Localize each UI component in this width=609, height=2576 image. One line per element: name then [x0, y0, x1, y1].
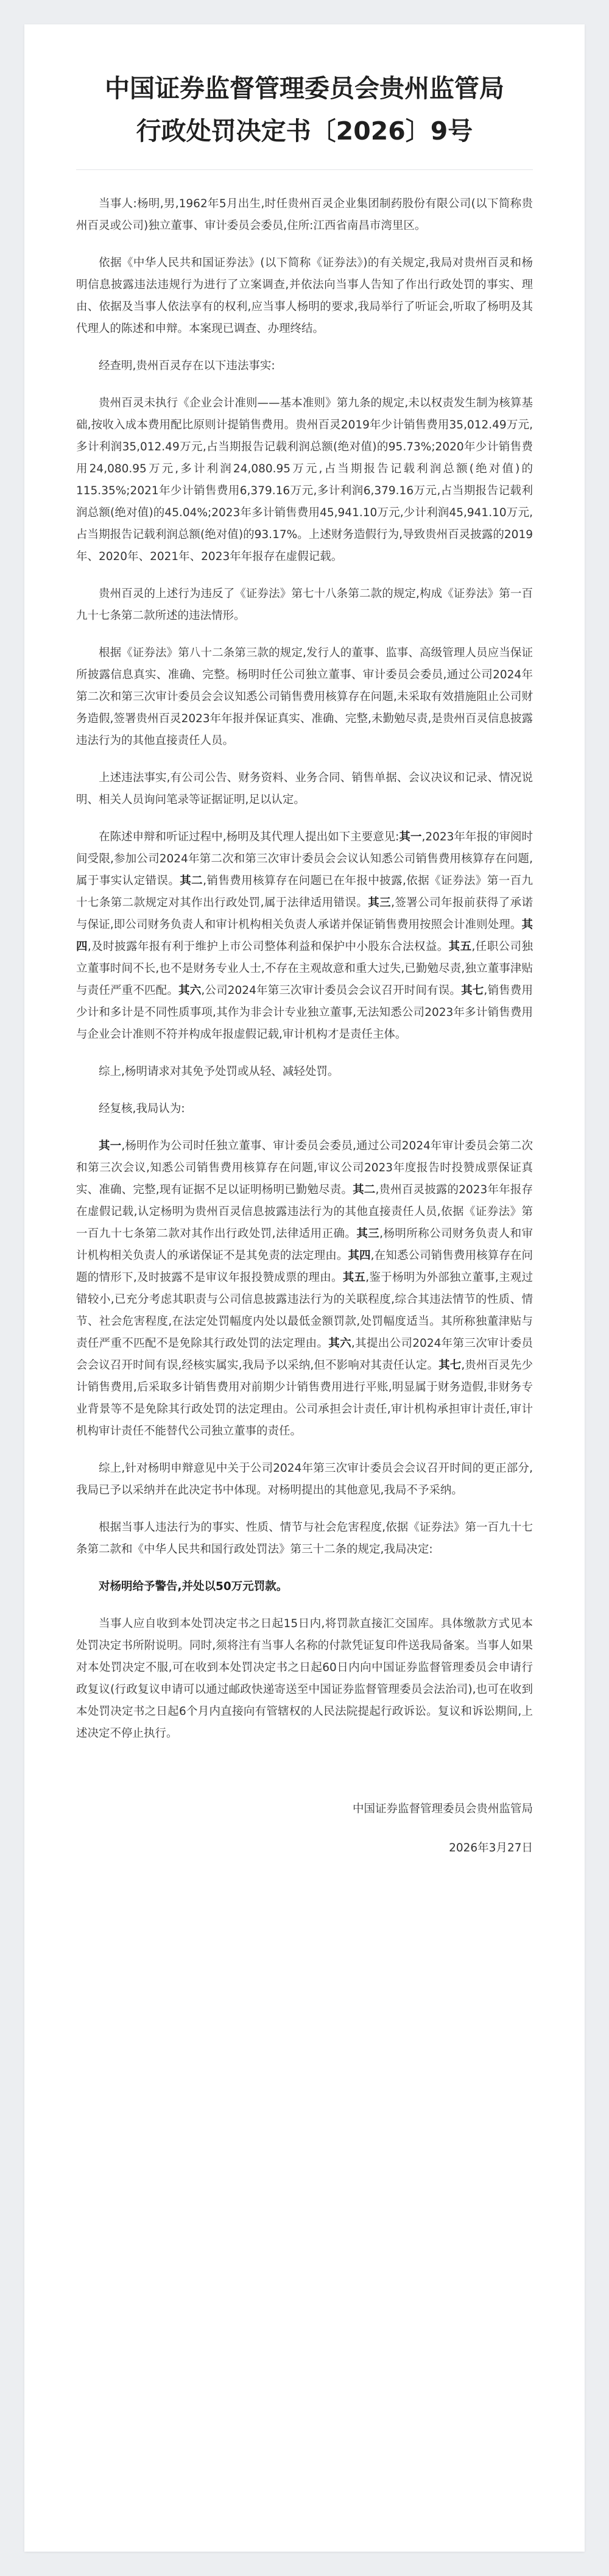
- paragraph-responsibility: 根据《证券法》第八十二条第三款的规定,发行人的董事、监事、高级管理人员应当保证所披露信息真实、准确、完整。杨明时任公司独立董事、审计委员会委员,通过公司2024年第二次和第三次审计委员会会议知悉公司销售费用核算存在问题,未采取有效措施阻止公司财务造假,签署贵州百灵2023年年报并保证真实、准确、完整,未勤勉尽责,是贵州百灵信息披露违法行为的其他直接责任人员。: [76, 647, 533, 747]
- paragraph-review: 其一,杨明作为公司时任独立董事、审计委员会委员,通过公司2024年审计委员会第二次和第三次会议,知悉公司销售费用核算存在问题,审议公司2023年度报告时投赞成票保证真实、准确、完整,现有证据不足以证明杨明已勤勉尽责。其二,贵州百灵披露的2023年年报存在虚假记载,认定杨明为贵州百灵信息披露违法行为的其他直接责任人员,依据《证券法》第一百九十七条第二款对其作出行政处罚,法律适用正确。其三,杨明所称公司财务负责人和审计机构相关负责人的承诺保证不是其免责的法定理由。其四,在知悉公司销售费用核算存在问题的情形下,及时披露不是审议年报投赞成票的理由。其五,鉴于杨明为外部独立董事,主观过错较小,已充分考虑其职责与公司信息披露违法行为的关联程度,综合其违法情节的性质、情节、社会危害程度,在法定处罚幅度内处以最低金额罚款,处罚幅度适当。其所称独董津贴与责任严重不匹配不是免除其行政处罚的法定理由。其六,其提出公司2024年第三次审计委员会会议召开时间有误,经核实属实,我局予以采纳,但不影响对其责任认定。其七,贵州百灵先少计销售费用,后采取多计销售费用对前期少计销售费用进行平账,明显属于财务造假,非财务专业背景等不是免除其行政处罚的法定理由。公司承担会计责任,审计机构承担审计责任,审计机构审计责任不能替代公司独立董事的责任。: [76, 1140, 533, 1438]
- paragraph-procedure: 依据《中华人民共和国证券法》(以下简称《证券法》)的有关规定,我局对贵州百灵和杨明信息披露违法违规行为进行了立案调查,并依法向当事人告知了作出行政处罚的事实、理由、依据及当事人依法享有的权利,应当事人杨明的要求,我局举行了听证会,听取了杨明及其代理人的陈述和申辩。本案现已调查、办理终结。: [76, 257, 533, 335]
- penalty-decision: 对杨明给予警告,并处以50万元罚款。: [99, 1580, 288, 1593]
- paragraph-review-conclusion: 综上,针对杨明申辩意见中关于公司2024年第三次审计委员会会议召开时间的更正部分,我局已予以采纳并在此决定书中体现。对杨明提出的其他意见,我局不予采纳。: [76, 1462, 533, 1497]
- paragraph-review-intro: 经复核,我局认为:: [99, 1102, 185, 1115]
- signature-block: [76, 1798, 533, 1859]
- title-divider: [76, 169, 533, 170]
- title-line-1: 中国证券监督管理委员会贵州监管局: [105, 74, 504, 103]
- paragraph-party: 当事人:杨明,男,1962年5月出生,时任贵州百灵企业集团制药股份有限公司(以下简称贵州百灵或公司)独立董事、审计委员会委员,住所:江西省南昌市湾里区。: [76, 197, 533, 232]
- title-line-2: 行政处罚决定书〔2026〕9号: [136, 116, 473, 146]
- paragraph-facts: 贵州百灵未执行《企业会计准则——基本准则》第九条的规定,未以权责发生制为核算基础,按收入成本费用配比原则计提销售费用。贵州百灵2019年少计销售费用35,012.49万元,多计利润35,012.49万元,占当期报告记载利润总额(绝对值)的95.73%;2020年少计销售费用24,080.95万元,多计利润24,080.95万元,占当期报告记载利润总额(绝对值)的115.35%;2021年少计销售费用6,379.16万元,多计利润6,379.16万元,占当期报告记载利润总额(绝对值)的45.04%;2023年多计销售费用45,941.10万元,少计利润45,941.10万元,占当期报告记载利润总额(绝对值)的93.17%。上述财务造假行为,导致贵州百灵披露的2019年、2020年、2021年、2023年年报存在虚假记载。: [76, 397, 533, 563]
- paragraph-basis: 根据当事人违法行为的事实、性质、情节与社会危害程度,依据《证券法》第一百九十七条第二款和《中华人民共和国行政处罚法》第三十二条的规定,我局决定:: [76, 1521, 533, 1556]
- document-body: [76, 193, 533, 1745]
- document-title: [76, 67, 533, 152]
- paragraph-defense: 在陈述申辩和听证过程中,杨明及其代理人提出如下主要意见:其一,2023年年报的审阅时间受限,参加公司2024年第二次和第三次审计委员会会议认知悉公司销售费用核算存在问题,属于事实认定错误。其二,销售费用核算存在问题已在年报中披露,依据《证券法》第一百九十七条第二款规定对其作出行政处罚,属于法律适用错误。其三,签署公司年报前获得了承诺与保证,即公司财务负责人和审计机构相关负责人承诺并保证销售费用按照会计准则处理。其四,及时披露年报有利于维护上市公司整体利益和保护中小股东合法权益。其五,任职公司独立董事时间不长,也不是财务专业人士,不存在主观故意和重大过失,已勤勉尽责,独立董事津贴与责任严重不匹配。其六,公司2024年第三次审计委员会会议召开时间有误。其七,销售费用少计和多计是不同性质事项,其作为非会计专业独立董事,无法知悉公司2023年多计销售费用与企业会计准则不符并构成年报虚假记载,审计机构才是责任主体。: [76, 831, 533, 1041]
- paragraph-evidence: 上述违法事实,有公司公告、财务资料、业务合同、销售单据、会议决议和记录、情况说明、相关人员询问笔录等证据证明,足以认定。: [76, 772, 533, 806]
- paragraph-request: 综上,杨明请求对其免予处罚或从轻、减轻处罚。: [99, 1065, 339, 1078]
- paragraph-facts-intro: 经查明,贵州百灵存在以下违法事实:: [99, 360, 275, 372]
- issuer-name: 中国证券监督管理委员会贵州监管局: [352, 1803, 533, 1815]
- paragraph-payment-appeal: 当事人应自收到本处罚决定书之日起15日内,将罚款直接汇交国库。具体缴款方式见本处罚决定书所附说明。同时,须将注有当事人名称的付款凭证复印件送我局备案。当事人如果对本处罚决定不服,可在收到本处罚决定书之日起60日内向中国证券监督管理委员会申请行政复议(行政复议申请可以通过邮政快递寄送至中国证券监督管理委员会法治司),也可在收到本处罚决定书之日起6个月内直接向有管辖权的人民法院提起行政诉讼。复议和诉讼期间,上述决定不停止执行。: [76, 1617, 533, 1740]
- issue-date: 2026年3月27日: [449, 1842, 533, 1854]
- paragraph-violation: 贵州百灵的上述行为违反了《证券法》第七十八条第二款的规定,构成《证券法》第一百九十七条第二款所述的违法情形。: [76, 587, 533, 622]
- document-page: [24, 24, 585, 2552]
